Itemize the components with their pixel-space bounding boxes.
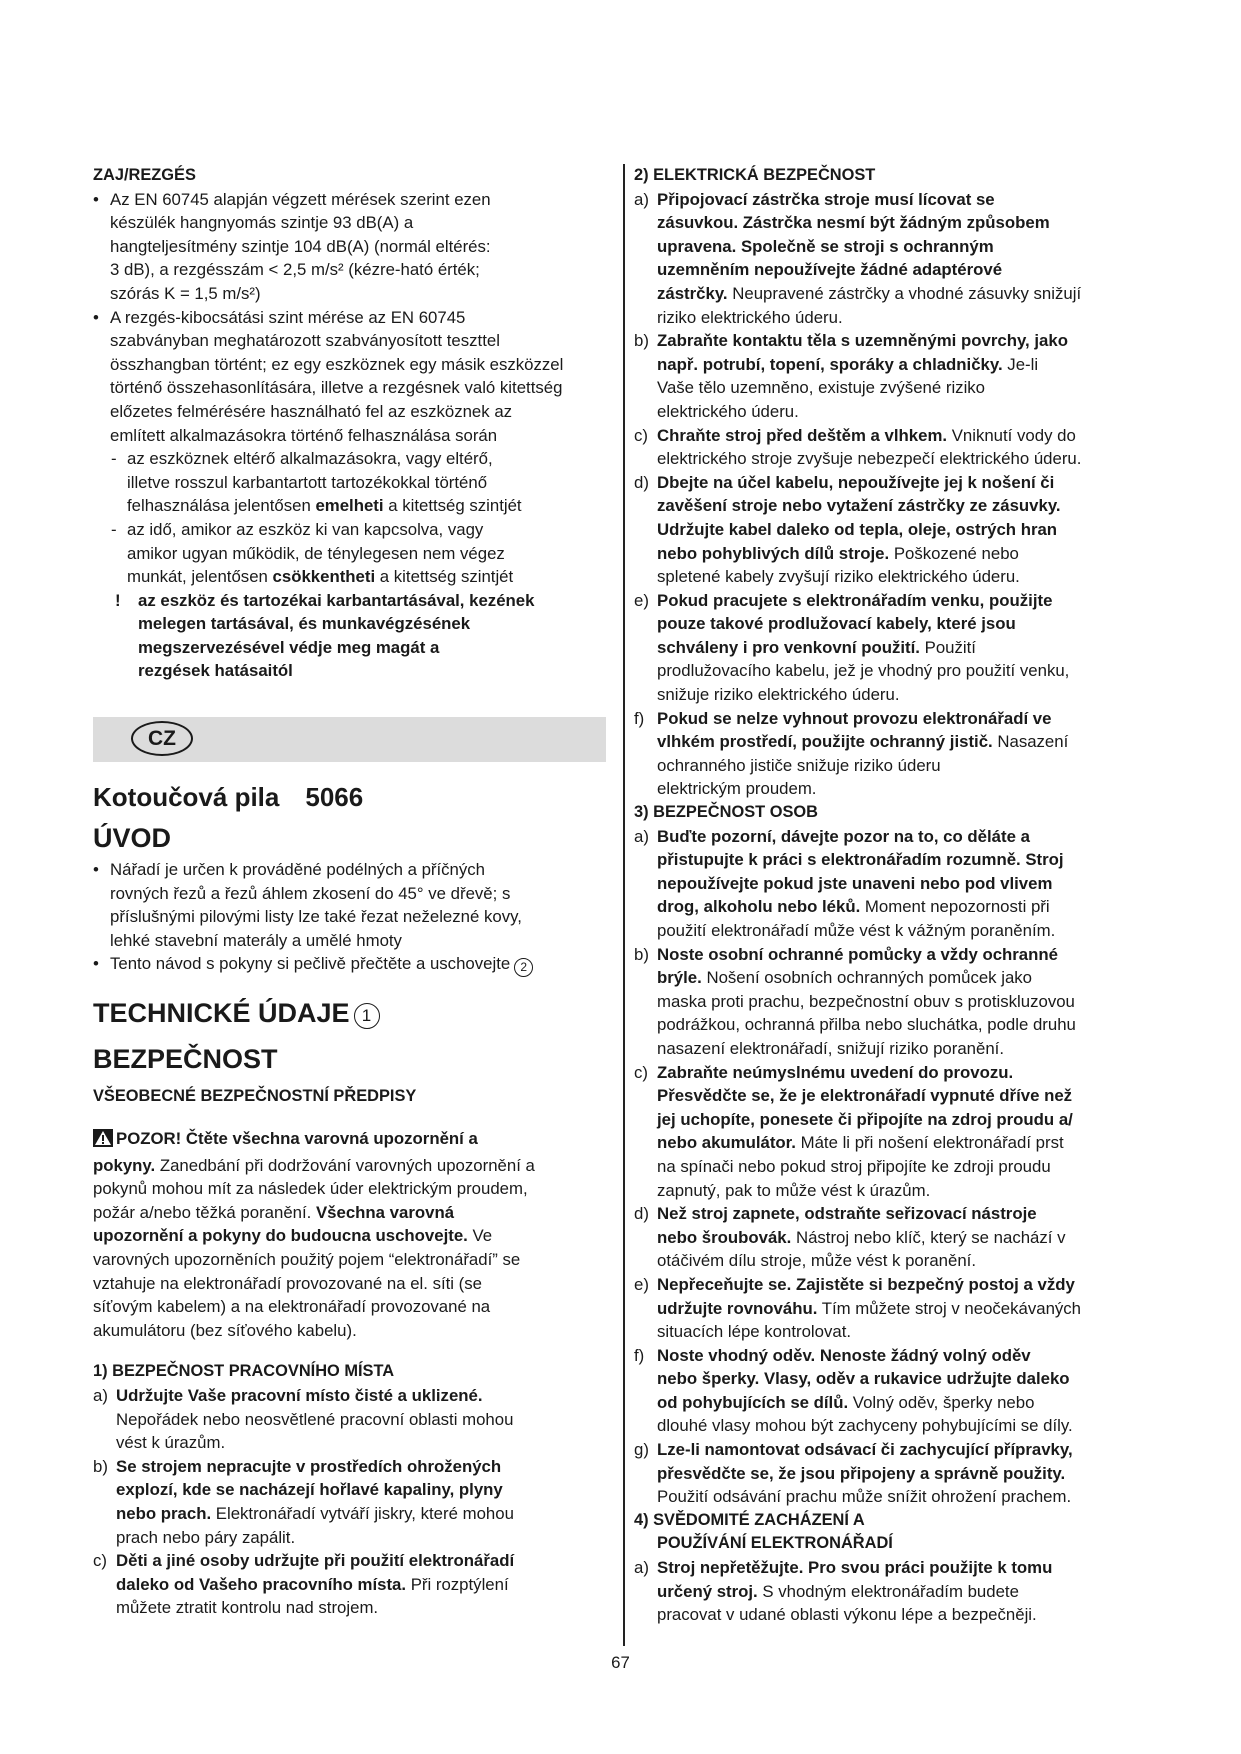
zaj-exclamation: [93, 589, 613, 683]
bold-span: udržujte rovnováhu.: [657, 1298, 818, 1318]
product-model: 5066: [305, 782, 364, 813]
text-line: [127, 494, 613, 518]
text-line: [657, 282, 1152, 306]
uvod-bullet-1: [93, 858, 613, 952]
zaj-dash-2: [93, 518, 613, 589]
text-line: podrážkou, ochranná přilba nebo sluchátka, podle druhu: [657, 1015, 1076, 1035]
text-line: [657, 943, 1152, 967]
text-line: vztahuje na elektronářadí provozované na el. síti (se: [93, 1273, 482, 1293]
bezp-subheading: VŠEOBECNÉ BEZPEČNOSTNÍ PŘEDPISY: [93, 1087, 417, 1106]
bold-span: Všechna varovná: [315, 1202, 455, 1222]
text-line: pracovat v udané oblasti výkonu lépe a bezpečněji.: [657, 1605, 1037, 1625]
text-line: pokynů mohou mít za následek úder elektrickým proudem,: [93, 1179, 528, 1199]
spacer: [93, 1109, 613, 1127]
text-span: S vhodným elektronářadím budete: [757, 1581, 1019, 1601]
heading-text: TECHNICKÉ ÚDAJE: [93, 998, 350, 1029]
text-line: [657, 872, 1152, 896]
item-marker: a): [634, 189, 649, 209]
text-line: [657, 258, 1152, 282]
bold-span: pokyny.: [93, 1155, 156, 1175]
text-span: Nástroj nebo klíč, který se nachází v: [791, 1227, 1066, 1247]
text-line: otáčivém dílu stroje, může vést k poranění.: [657, 1251, 976, 1271]
product-title: [93, 782, 613, 812]
text-line: - az idő, amikor az eszköz ki van kapcsolva, vagy: [127, 519, 484, 539]
text-span: Vniknutí vody do: [947, 425, 1076, 445]
text-line: [657, 612, 1152, 636]
text-line: akumulátoru (bez síťového kabelu).: [93, 1320, 357, 1340]
bold-span: určený stroj.: [657, 1581, 758, 1601]
bold-span: Stroj nepřetěžujte. Pro svou práci použijte k tomu: [657, 1558, 1053, 1578]
bold-span: např. potrubí, topení, sporáky a chladničky.: [657, 354, 1003, 374]
text-line: [657, 1344, 1152, 1368]
s2-item-e: [634, 589, 1152, 707]
bold-span: nebo šperky. Vlasy, oděv a rukavice udržujte daleko: [657, 1369, 1070, 1389]
text-span: Nasazení: [992, 732, 1069, 752]
text-line: [657, 895, 1152, 919]
bold-span: Než stroj zapnete, odstraňte seřizovací nástroje: [657, 1204, 1037, 1224]
bold-span: jej uchopíte, ponesete či připojíte na zdroj proudu a/: [657, 1109, 1073, 1129]
text-line: szórás K = 1,5 m/s²): [110, 283, 261, 303]
text-span: Tím můžete stroj v neočekávaných: [817, 1298, 1082, 1318]
spacer: [93, 1342, 613, 1360]
item-marker: e): [634, 1274, 649, 1294]
bold-span: přistupujte k práci s elektronářadím rozumně. Stroj: [657, 850, 1064, 870]
bold-span: zavěšení stroje nebo vytažení zástrčky ze zásuvky.: [657, 496, 1061, 516]
text-line: [657, 494, 1152, 518]
text-line: elektrického úderu.: [657, 401, 799, 421]
s3-heading: 3) BEZPEČNOST OSOB: [634, 803, 818, 822]
text-line: [657, 825, 1152, 849]
text-line: Nepořádek nebo neosvětlené pracovní oblasti mohou: [116, 1409, 514, 1429]
zaj-heading: ZAJ/REZGÉS: [93, 166, 196, 184]
bold-span: zásuvkou. Zástrčka nesmí být žádným způsobem: [657, 213, 1050, 233]
text-span: Máte li při nošení elektronářadí prst: [795, 1133, 1064, 1153]
text-span: Volný oděv, šperky nebo: [848, 1392, 1035, 1412]
item-marker: b): [634, 331, 649, 351]
item-marker: d): [634, 472, 649, 492]
text-line: [657, 1131, 1152, 1155]
text-line: [657, 1391, 1152, 1415]
s1-item-a: [93, 1384, 613, 1455]
text-line: [657, 235, 1152, 259]
text-span: požár a/nebo těžká poranění.: [93, 1202, 316, 1222]
text-span: Zanedbání při dodržování varovných upozornění a: [155, 1155, 535, 1175]
text-line: elektrického stroje zvyšuje nebezpečí elektrického úderu.: [657, 449, 1082, 469]
exclamation-mark: !: [115, 590, 121, 610]
text-line: [657, 211, 1152, 235]
s2-heading: 2) ELEKTRICKÁ BEZPEČNOST: [634, 166, 876, 184]
language-band: [93, 717, 606, 762]
text-line: [657, 1580, 1152, 1604]
s3-item-e: [634, 1273, 1152, 1344]
text-span: munkát, jelentősen: [127, 567, 273, 587]
text-span: Použití: [919, 637, 976, 657]
bold-span: od pohybujících se dílů.: [657, 1392, 849, 1412]
s3-item-d: [634, 1202, 1152, 1273]
s4-item-a: [634, 1556, 1152, 1627]
bold-span: Chraňte stroj před deštěm a vlhkem.: [657, 425, 948, 445]
text-line: použití elektronářadí může vést k vážným poraněním.: [657, 921, 1056, 940]
text-line: lehké stavební materály a umělé hmoty: [110, 930, 402, 950]
text-line: [116, 1478, 613, 1502]
bold-span: Připojovací zástrčka stroje musí lícovat se: [657, 189, 995, 209]
bold-span: nebo akumulátor.: [657, 1133, 796, 1153]
text-line: zapnutý, pak to může vést k úrazům.: [657, 1180, 931, 1200]
s2-item-a: [634, 188, 1152, 330]
bold-span: Udržujte Vaše pracovní místo čisté a uklizené.: [116, 1385, 483, 1405]
bold-span: pouze takové prodlužovací kabely, které jsou: [657, 614, 1016, 634]
text-line: [657, 730, 1152, 754]
bold-span: přesvědčte se, že jsou připojeny a správně použity.: [657, 1463, 1066, 1483]
item-marker: f): [634, 1345, 645, 1365]
text-line: szabványban meghatározott szabványosított teszttel: [110, 331, 500, 351]
text-line: melegen tartásával, és munkavégzésének: [138, 614, 471, 634]
text-line: [657, 1438, 1152, 1462]
s3-item-a: [634, 825, 1152, 943]
bold-span: emelheti: [315, 496, 384, 516]
text-line: rezgések hatásaitól: [138, 661, 293, 681]
s4-heading-line-1: 4) SVĚDOMITÉ ZACHÁZENÍ A: [634, 1510, 865, 1529]
text-line: můžete ztratit kontrolu nad strojem.: [116, 1598, 379, 1618]
text-line: příslušnými pilovými listy lze také řezat neželezné kovy,: [110, 907, 522, 927]
text-line: hangteljesítmény szintje 104 dB(A) (normál eltérés:: [110, 236, 491, 256]
text-line: [116, 1573, 613, 1597]
text-line: • Az EN 60745 alapján végzett mérések szerint ezen: [110, 189, 491, 209]
item-marker: a): [93, 1385, 108, 1405]
item-marker: a): [634, 826, 649, 846]
s3-item-f: [634, 1344, 1152, 1438]
text-line: • A rezgés-kibocsátási szint mérése az EN 60745: [110, 307, 466, 327]
bold-span: upozornění a pokyny do budoucna uschovejte.: [93, 1226, 468, 1246]
text-span: Je-li: [1002, 354, 1039, 374]
text-line: [93, 1224, 613, 1248]
text-line: [657, 1108, 1152, 1132]
bold-span: Pokud pracujete s elektronářadím venku, použijte: [657, 590, 1053, 610]
bold-span: Lze-li namontovat odsávací či zachycující přípravky,: [657, 1440, 1073, 1460]
uvod-heading: ÚVOD: [93, 823, 172, 854]
bold-span: nebo prach.: [116, 1503, 212, 1523]
text-span: Poškozené nebo: [889, 543, 1019, 563]
text-line: prach nebo páry zapálit.: [116, 1527, 296, 1547]
bold-span: csökkentheti: [272, 567, 376, 587]
item-marker: g): [634, 1440, 649, 1460]
bold-span: POZOR! Čtěte všechna varovná upozornění a: [116, 1129, 478, 1149]
bold-span: drog, alkoholu nebo léků.: [657, 897, 861, 917]
item-marker: c): [634, 1062, 648, 1082]
s2-item-b: [634, 329, 1152, 423]
text-line: varovných upozorněních použitý pojem “elektronářadí” se: [93, 1250, 521, 1269]
text-line: [110, 952, 613, 977]
bold-span: Nepřeceňujte se. Zajistěte si bezpečný postoj a vždy: [657, 1274, 1075, 1294]
text-line: [657, 329, 1152, 353]
text-line: [93, 1201, 613, 1225]
text-line: [657, 1297, 1152, 1321]
text-line: [116, 1549, 613, 1573]
bold-span: schváleny i pro venkovní použití.: [657, 637, 920, 657]
text-line: [657, 471, 1152, 495]
text-line: situacích lépe kontrolovat.: [657, 1322, 852, 1342]
item-marker: a): [634, 1558, 649, 1578]
text-line: [657, 589, 1152, 613]
s3-item-b: [634, 943, 1152, 1061]
text-line: Použití odsávání prachu může snížit ohrožení prachem.: [657, 1487, 1072, 1507]
text-line: említett alkalmazásokra történő felhasználása során: [110, 425, 498, 445]
page-number: 67: [611, 1653, 630, 1672]
s2-item-f: [634, 707, 1152, 801]
figure-ref-2: 2: [514, 958, 533, 977]
bold-span: Přesvědčte se, že je elektronářadí vypnuté dříve než: [657, 1086, 1073, 1106]
text-line: snižuje riziko elektrického úderu.: [657, 685, 900, 705]
s1-item-b: [93, 1455, 613, 1549]
figure-ref-1: 1: [354, 1003, 380, 1029]
s1-heading: 1) BEZPEČNOST PRACOVNÍHO MÍSTA: [93, 1362, 395, 1381]
text-line: [657, 848, 1152, 872]
text-line: [657, 1226, 1152, 1250]
text-line: [657, 1462, 1152, 1486]
text-line: Vaše tělo uzemněno, existuje zvýšené riziko: [657, 378, 986, 398]
bold-span: Pokud se nelze vyhnout provozu elektronářadí ve: [657, 708, 1052, 728]
uvod-bullet-2: [93, 952, 613, 977]
zaj-bullet-1: [93, 188, 613, 306]
text-line: prodlužovacího kabelu, jež je vhodný pro použití venku,: [657, 661, 1070, 681]
bold-span: uzemněním nepoužívejte žádné adaptérové: [657, 260, 1003, 280]
bold-span: nepoužívejte pokud jste unaveni nebo pod vlivem: [657, 873, 1053, 893]
s2-item-c: [634, 424, 1152, 471]
bold-span: Zabraňte kontaktu těla s uzemněnými povrchy, jako: [657, 331, 1068, 351]
zaj-bullet-2: [93, 306, 613, 448]
text-line: [657, 424, 1152, 448]
item-marker: b): [93, 1456, 108, 1476]
text-line: [657, 353, 1152, 377]
language-badge-cz: CZ: [131, 721, 193, 756]
text-span: Při rozptýlení: [406, 1574, 509, 1594]
bold-span: explozí, kde se nacházejí hořlavé kapaliny, plyny: [116, 1480, 503, 1500]
text-line: illetve rosszul karbantartott tartozékokkal történő: [127, 472, 488, 492]
warning-block: [93, 1127, 613, 1342]
product-name: Kotoučová pila: [93, 782, 280, 813]
left-column: [93, 164, 613, 1620]
text-line: ochranného jističe snižuje riziko úderu: [657, 755, 941, 775]
bold-span: Se strojem nepracujte v prostředích ohrožených: [116, 1456, 502, 1476]
text-span: a kitettség szintjét: [383, 496, 522, 516]
item-marker: b): [634, 944, 649, 964]
text-line: vést k úrazům.: [116, 1433, 226, 1453]
text-line: na spínači nebo pokud stroj připojíte ke zdroji proudu: [657, 1156, 1051, 1176]
text-line: rovných řezů a řezů áhlem zkosení do 45° ve dřevě; s: [110, 883, 511, 903]
text-line: [657, 1556, 1152, 1580]
text-line: az eszköz és tartozékai karbantartásával, kezének: [138, 590, 535, 610]
text-line: dlouhé vlasy mohou být zachyceny pohybujícími se díly.: [657, 1416, 1073, 1436]
text-line: [657, 966, 1152, 990]
bold-span: zástrčky.: [657, 283, 728, 303]
text-span: Neupravené zástrčky a vhodné zásuvky snižují: [727, 283, 1082, 303]
bold-span: brýle.: [657, 968, 702, 988]
text-line: amikor ugyan működik, de ténylegesen nem végez: [127, 543, 505, 563]
text-line: történő összehasonlítására, illetve a rezgésnek való kitettség: [110, 378, 563, 398]
text-line: [657, 518, 1152, 542]
text-span: Tento návod s pokyny si pečlivě přečtěte a uschovejte: [110, 954, 511, 974]
s2-item-d: [634, 471, 1152, 589]
text-line: [127, 565, 613, 589]
bold-span: upravena. Společně se stroji s ochranným: [657, 236, 994, 256]
warning-icon: [93, 1129, 113, 1154]
bold-span: Udržujte kabel daleko od tepla, oleje, ostrých hran: [657, 519, 1058, 539]
text-line: maska proti prachu, bezpečnostní obuv s protiskluzovou: [657, 991, 1075, 1011]
text-line: [657, 707, 1152, 731]
text-span: felhasználása jelentősen: [127, 496, 316, 516]
text-line: megszervezésével védje meg magát a: [138, 637, 440, 657]
s3-item-c: [634, 1061, 1152, 1203]
tech-heading: [93, 997, 613, 1029]
bold-span: nebo šroubovák.: [657, 1227, 792, 1247]
text-line: [116, 1455, 613, 1479]
bold-span: nebo pohyblivých dílů stroje.: [657, 543, 890, 563]
bold-span: vlhkém prostředí, použijte ochranný jistič.: [657, 732, 993, 752]
right-column: [634, 164, 1152, 1627]
item-marker: f): [634, 708, 645, 728]
text-line: riziko elektrického úderu.: [657, 307, 843, 327]
text-line: [657, 1367, 1152, 1391]
zaj-dash-1: [93, 447, 613, 518]
item-marker: e): [634, 590, 649, 610]
text-span: Elektronářadí vytváří jiskry, které mohou: [211, 1503, 514, 1523]
text-line: - az eszköznek eltérő alkalmazásokra, vagy eltérő,: [127, 449, 493, 469]
text-line: összhangban történt; ez egy eszköznek egy másik eszközzel: [110, 354, 564, 374]
column-divider: [623, 164, 625, 1646]
bold-span: Děti a jiné osoby udržujte při použití elektronářadí: [116, 1551, 515, 1571]
text-line: [657, 1061, 1152, 1085]
s4-heading-line-2: POUŽÍVÁNÍ ELEKTRONÁŘADÍ: [657, 1534, 893, 1553]
text-line: [657, 188, 1152, 212]
text-line: [116, 1502, 613, 1526]
bold-span: Zabraňte neúmyslnému uvedení do provozu.: [657, 1062, 1014, 1082]
text-line: [657, 1084, 1152, 1108]
text-line: [657, 1202, 1152, 1226]
text-line: [116, 1384, 613, 1408]
text-line: [657, 542, 1152, 566]
text-line: [657, 1273, 1152, 1297]
text-line: nasazení elektronářadí, snižují riziko poranění.: [657, 1038, 1005, 1058]
text-line: spletené kabely zvyšují riziko elektrického úderu.: [657, 567, 1020, 587]
text-line: síťovým kabelem) a na elektronářadí provozované na: [93, 1297, 491, 1317]
bold-span: daleko od Vašeho pracovního místa.: [116, 1574, 407, 1594]
item-marker: d): [634, 1204, 649, 1224]
text-line: • Nářadí je určen k prováděné podélných a příčných: [110, 860, 486, 880]
text-line: [93, 1154, 613, 1178]
bezp-heading: BEZPEČNOST: [93, 1044, 278, 1075]
text-span: Moment nepozornosti při: [860, 897, 1050, 917]
text-line: [93, 1127, 613, 1154]
item-marker: c): [634, 425, 648, 445]
text-line: [657, 636, 1152, 660]
bold-span: Noste vhodný oděv. Nenoste žádný volný oděv: [657, 1345, 1031, 1365]
bold-span: Buďte pozorní, dávejte pozor na to, co děláte a: [657, 826, 1030, 846]
text-span: a kitettség szintjét: [375, 567, 514, 587]
text-line: készülék hangnyomás szintje 93 dB(A) a: [110, 213, 414, 233]
item-marker: c): [93, 1551, 107, 1571]
bold-span: Noste osobní ochranné pomůcky a vždy ochranné: [657, 944, 1058, 964]
bold-span: Dbejte na účel kabelu, nepoužívejte jej k nošení či: [657, 472, 1055, 492]
text-line: előzetes felmérésére használható fel az eszköznek az: [110, 401, 513, 421]
text-span: Ve: [467, 1226, 493, 1246]
text-line: 3 dB), a rezgésszám < 2,5 m/s² (kézre-ható érték;: [110, 260, 480, 280]
text-line: elektrickým proudem.: [657, 779, 817, 799]
text-span: Nošení osobních ochranných pomůcek jako: [701, 968, 1033, 988]
s1-item-c: [93, 1549, 613, 1620]
s3-item-g: [634, 1438, 1152, 1509]
